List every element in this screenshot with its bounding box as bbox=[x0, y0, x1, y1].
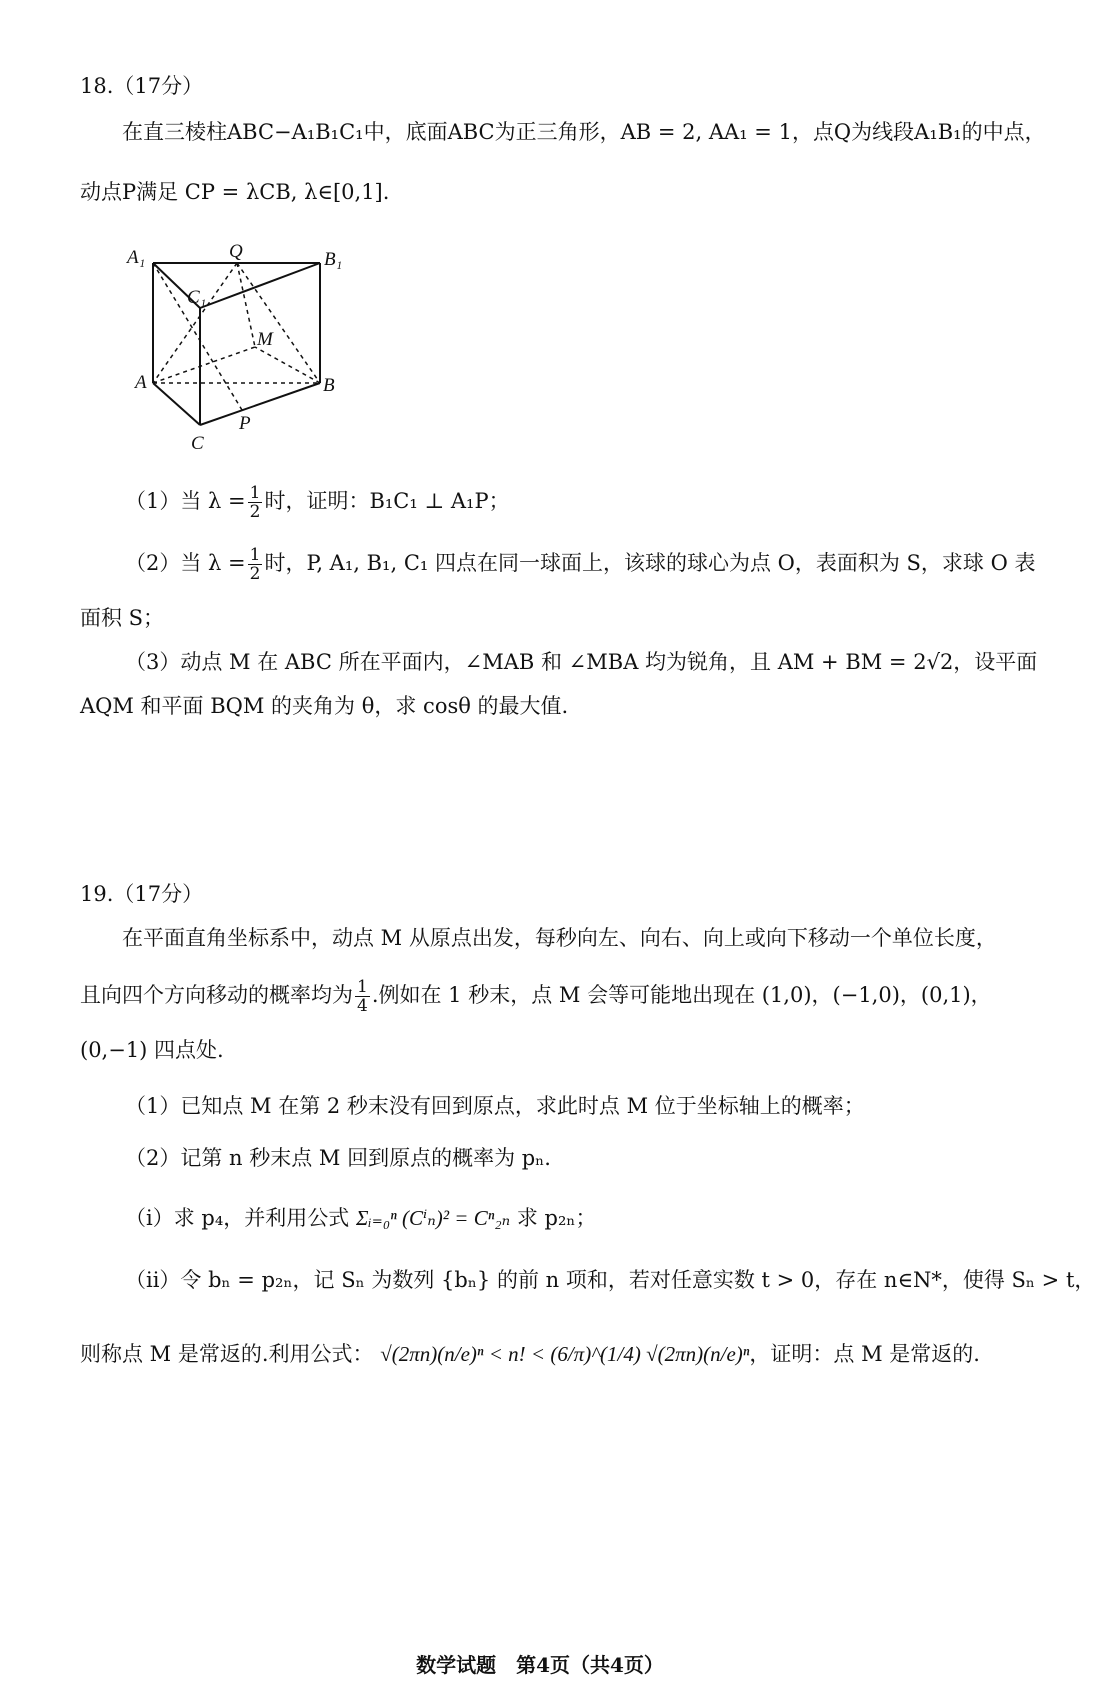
label-Q: Q bbox=[229, 241, 243, 262]
q18-part2-fraction bbox=[248, 546, 263, 583]
label-A1: A₁ bbox=[127, 247, 146, 268]
q19-part2-ii-cont-post: ，证明：点 M 是常返的. bbox=[749, 1342, 980, 1366]
q19-header: 19.（17分） bbox=[80, 882, 204, 906]
prism-figure bbox=[125, 241, 375, 475]
fraction-denominator: 2 bbox=[249, 564, 261, 584]
label-C: C bbox=[191, 433, 204, 454]
edge-CB bbox=[200, 383, 320, 425]
label-B: B bbox=[323, 375, 335, 396]
edge-AC bbox=[153, 383, 200, 425]
edge-C1B1 bbox=[200, 263, 320, 308]
q18-part2-continued: 面积 S； bbox=[80, 606, 165, 630]
dashed-QM bbox=[237, 263, 255, 347]
dashed-A1P bbox=[153, 263, 242, 410]
q19-intro-fraction bbox=[355, 978, 370, 1015]
page-footer: 数学试题 第4页（共4页） bbox=[416, 1653, 664, 1677]
q19-part2-i-pre: （i）求 p₄，并利用公式 bbox=[125, 1206, 350, 1230]
q19-intro-line3: (0,−1) 四点处. bbox=[80, 1038, 224, 1062]
label-P: P bbox=[239, 413, 251, 434]
q19-part1: （1）已知点 M 在第 2 秒末没有回到原点，求此时点 M 位于坐标轴上的概率； bbox=[125, 1094, 865, 1118]
q18-header: 18.（17分） bbox=[80, 74, 204, 98]
q18-intro-line1: 在直三棱柱ABC−A₁B₁C₁中，底面ABC为正三角形，AB = 2, AA₁ = 1，点Q为线段A₁B₁的中点， bbox=[122, 120, 1046, 144]
dashed-BM bbox=[255, 347, 320, 383]
q19-part2-i-post: 求 p₂ₙ； bbox=[516, 1206, 597, 1230]
q18-intro-line2: 动点P满足 CP = λCB, λ∈[0,1]. bbox=[80, 180, 390, 204]
fraction-numerator: 1 bbox=[249, 483, 261, 503]
dashed-QA bbox=[153, 263, 237, 383]
q18-part1-fraction bbox=[248, 484, 263, 521]
summation-formula: Σᵢ₌₀ⁿ (Cⁱₙ)² = Cⁿ₂ₙ bbox=[355, 1206, 511, 1230]
q18-part3-line2: AQM 和平面 BQM 的夹角为 θ，求 cosθ 的最大值. bbox=[80, 694, 569, 718]
q19-part2-ii-continued bbox=[80, 1340, 980, 1368]
q18-part1-pre: （1）当 λ = bbox=[125, 489, 246, 513]
fraction-denominator: 4 bbox=[357, 996, 368, 1016]
fraction-numerator: 1 bbox=[249, 545, 261, 565]
label-A: A bbox=[135, 372, 147, 393]
q19-part2-ii: （ii）令 bₙ = p₂ₙ，记 Sₙ 为数列 {bₙ} 的前 n 项和，若对任意实数 t > 0，存在 n∈N*，使得 Sₙ > t， bbox=[125, 1268, 1095, 1292]
q18-part1-post: 时，证明：B₁C₁ ⊥ A₁P； bbox=[264, 489, 510, 513]
q19-part2-ii-cont-pre: 则称点 M 是常返的.利用公式： bbox=[80, 1342, 374, 1366]
dashed-AM bbox=[153, 347, 255, 383]
q19-intro-pre: 且向四个方向移动的概率均为 bbox=[80, 983, 353, 1007]
dashed-QB bbox=[237, 263, 320, 383]
q19-part2: （2）记第 n 秒末点 M 回到原点的概率为 pₙ. bbox=[125, 1146, 551, 1170]
fraction-numerator: 1 bbox=[357, 977, 368, 997]
label-C1: C₁ bbox=[187, 287, 207, 308]
label-B1: B₁ bbox=[324, 249, 343, 270]
stirling-formula: √(2πn)(n/e)ⁿ < n! < (6/π)^(1/4) √(2πn)(n/e)ⁿ bbox=[380, 1342, 750, 1366]
q18-part2 bbox=[125, 546, 1036, 583]
fraction-denominator: 2 bbox=[249, 502, 261, 522]
label-M: M bbox=[257, 329, 273, 350]
q18-part3-line1: （3）动点 M 在 ABC 所在平面内，∠MAB 和 ∠MBA 均为锐角，且 AM + BM = 2√2，设平面 bbox=[125, 650, 1038, 674]
q19-intro-line2 bbox=[80, 978, 992, 1015]
q18-part2-post: 时，P, A₁, B₁, C₁ 四点在同一球面上，该球的球心为点 O，表面积为 S，求球 O 表 bbox=[264, 551, 1036, 575]
q19-intro-post: .例如在 1 秒末，点 M 会等可能地出现在 (1,0)，(−1,0)，(0,1)， bbox=[371, 983, 992, 1007]
q18-part1 bbox=[125, 484, 510, 521]
q19-intro-line1: 在平面直角坐标系中，动点 M 从原点出发，每秒向左、向右、向上或向下移动一个单位长度， bbox=[122, 926, 997, 950]
q18-part2-pre: （2）当 λ = bbox=[125, 551, 246, 575]
q19-part2-i bbox=[125, 1204, 596, 1232]
